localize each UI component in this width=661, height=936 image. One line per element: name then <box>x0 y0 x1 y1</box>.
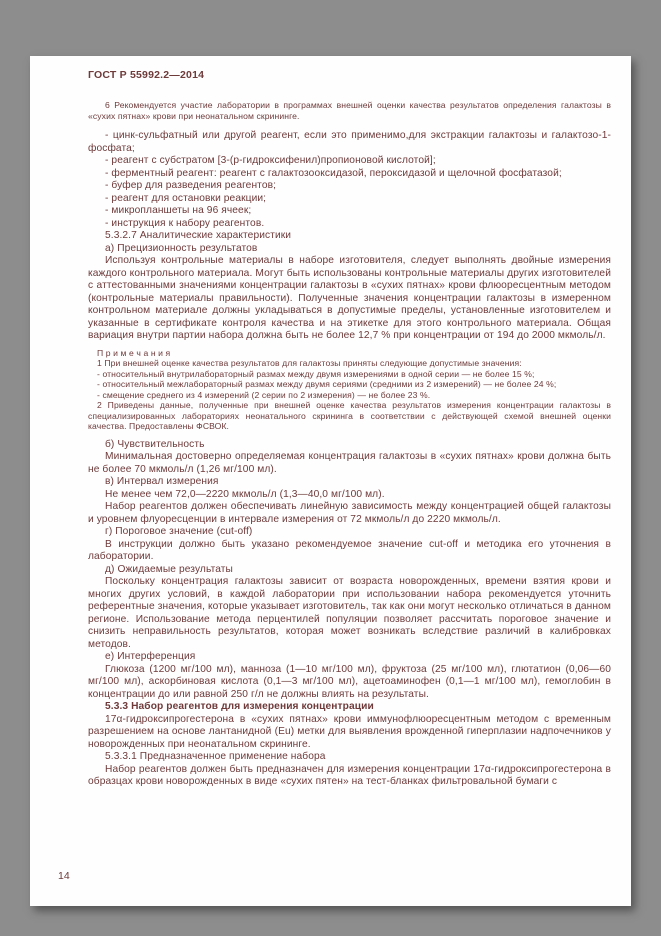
paragraph: Не менее чем 72,0—2220 мкмоль/л (1,3—40,0 мг/100 мл). <box>105 488 385 500</box>
notes-label: П р и м е ч а н и я <box>97 347 171 358</box>
paragraph: г) Пороговое значение (cut-off) <box>105 526 253 537</box>
footnote-paragraph: 6 Рекомендуется участие лаборатории в программах внешней оценки качества результатов определения галактозы в «сухих пятнах» крови при неонатальном скрининге. <box>88 100 611 121</box>
paragraph: б) Чувствительность <box>105 438 205 450</box>
paragraph: Поскольку концентрация галактозы зависит от возраста новорожденных, времени взятия крови и многих других условий, в каждой лаборатории при использовании набора рекомендуется уточнить референтные значения, которые указывает изготовитель, так как они могут несколько отличаться в данном регионе. Использование метода перцентилей популяции позволяет рассчитать пороговое значение и снизить неправильность результатов, которая может возникать вследствие различий в калибровках методов. <box>88 576 611 650</box>
paragraph: 5.3.3.1 Предназначенное применение набора <box>105 751 326 762</box>
paragraph: 17α-гидроксипрогестерона в «сухих пятнах» крови иммунофлюоресцентным методом с временным разрешением на основе лантанидной (Eu) метки для выявления врожденной гиперплазии надпочечников у новорожденных при неонатальном скрининге. <box>88 713 611 750</box>
list-item: - инструкция к набору реагентов. <box>105 217 265 229</box>
note-item: - относительный внутрилабораторный размах между двумя измерениями в одной серии — не более 15 %; <box>97 368 535 379</box>
section-heading: 5.3.3 Набор реагентов для измерения концентрации <box>105 701 374 712</box>
list-item: - буфер для разведения реагентов; <box>105 180 277 191</box>
page-number: 14 <box>58 870 70 882</box>
document-header: ГОСТ Р 55992.2—2014 <box>88 69 205 81</box>
paragraph: Глюкоза (1200 мг/100 мл), манноза (1—10 мг/100 мл), фруктоза (25 мг/100 мл), глютатион (0,06—60 мг/100 мл), аскорбиновая кислота (0,1—3 мг/100 мл), ацетоаминофен (0,1—1 мг/100 мл), гемоглобин в концентрации до или равной 250 г/л не должны влиять на результаты. <box>88 663 611 700</box>
paragraph: е) Интерференция <box>105 651 196 662</box>
paragraph: Набор реагентов должен быть предназначен для измерения концентрации 17α-гидроксипрогестерона в образцах крови новорожденных в виде «сухих пятен» на тест-бланках фильтровальной бумаги с <box>88 763 611 787</box>
paragraph: В инструкции должно быть указано рекомендуемое значение cut-off и методика его уточнения в лаборатории. <box>88 538 611 562</box>
note-item: - смещение среднего из 4 измерений (2 серии по 2 измерения) — не более 23 %. <box>97 389 431 400</box>
paragraph: Минимальная достоверно определяемая концентрация галактозы в «сухих пятнах» крови должна быть не более 70 мкмоль/л (1,26 мг/100 мл). <box>88 451 611 475</box>
list-item: - реагент для остановки реакции; <box>105 192 267 204</box>
document-body <box>88 100 611 789</box>
list-item: - ферментный реагент: реагент с галактозооксидазой, пероксидазой и щелочной фосфатазой; <box>105 167 562 179</box>
list-item: - цинк-сульфатный или другой реагент, если это применимо,для экстракции галактозы и галактозо-1-фосфата; <box>88 130 611 154</box>
note-item: 2 Приведены данные, полученные при внешней оценке качества результатов измерения концентрации галактозы в специализированных лабораториях неонатального скрининга в соответствии с действующей схемой внешней оценки качества. Предоставлены ФСВОК. <box>88 400 611 431</box>
paragraph: д) Ожидаемые результаты <box>105 563 233 575</box>
note-item: 1 При внешней оценке качества результатов для галактозы приняты следующие допустимые значения: <box>97 358 522 368</box>
paragraph: а) Прецизионность результатов <box>105 242 258 254</box>
document-page <box>30 56 631 906</box>
list-item: - микропланшеты на 96 ячеек; <box>105 205 252 216</box>
paragraph: в) Интервал измерения <box>105 476 219 487</box>
paragraph: Используя контрольные материалы в наборе изготовителя, следует выполнять двойные измерения каждого контрольного материала. Могут быть использованы контрольные материалы других изготовителей с аттестованными значениями концентрации галактозы в «сухих пятнах» крови флюоресцентным методом (контрольные материалы правильности). Полученные значения концентрации галактозы в измеренном контрольном материале должны укладываться в допустимые пределы, установленные изготовителем и указанные в сертификате контроля качества и на этикетке для этого контрольного материала. Общая вариация внутри партии набора должна быть не более 12,7 % при концентрации от 194 до 2000 мкмоль/л. <box>88 255 611 341</box>
paragraph: 5.3.2.7 Аналитические характеристики <box>105 230 292 241</box>
paragraph: Набор реагентов должен обеспечивать линейную зависимость между концентрацией общей галактозы и уровнем флуоресценции в интервале измерения от 72 мкмоль/л до 2220 мкмоль/л. <box>88 501 611 525</box>
note-item: - относительный межлабораторный размах между двумя сериями (средними из 2 измерений) — не более 24 %; <box>97 379 557 389</box>
list-item: - реагент с субстратом [3-(р-гидроксифенил)пропионовой кислотой]; <box>105 155 436 166</box>
